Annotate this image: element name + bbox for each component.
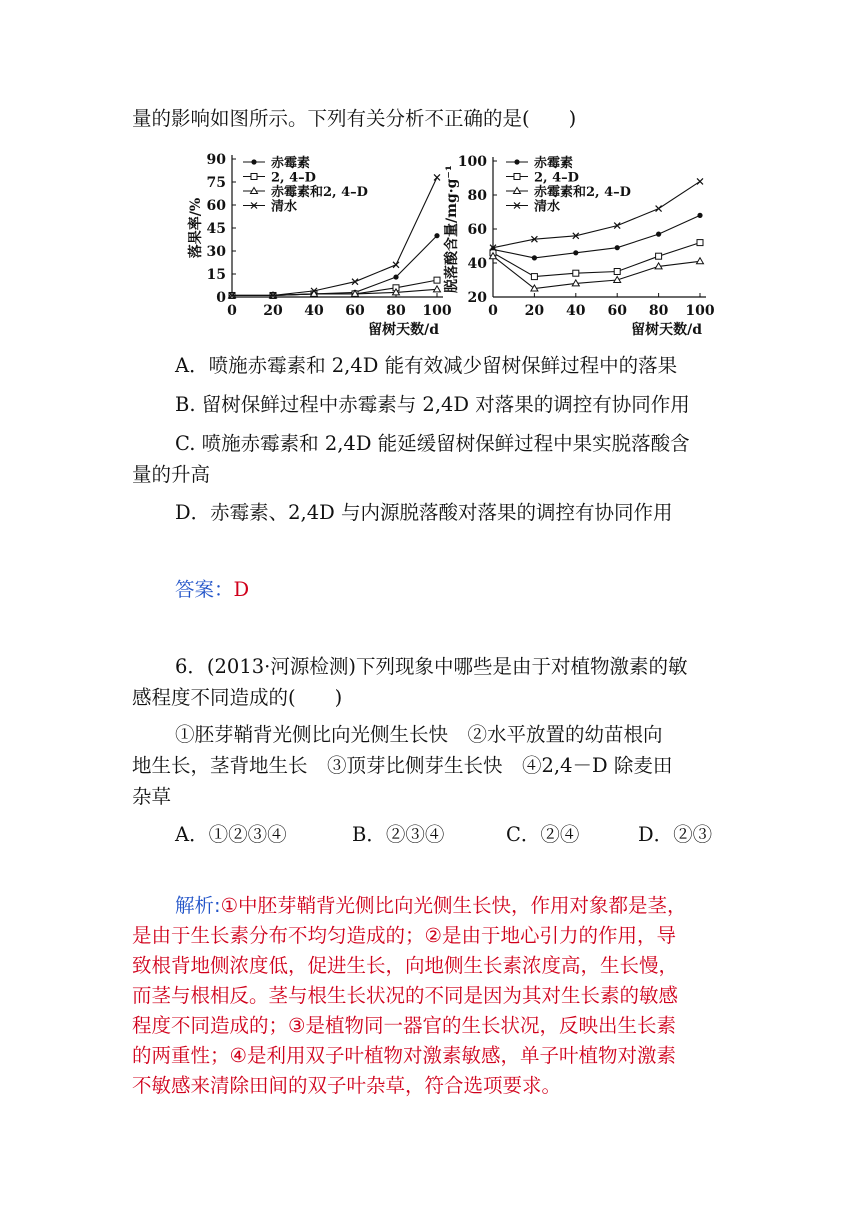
x-tick-label: 100 xyxy=(422,303,452,319)
x-tick-label: 40 xyxy=(566,303,586,319)
data-point xyxy=(434,233,439,238)
y-tick-label: 30 xyxy=(206,244,226,260)
y-tick-label: 45 xyxy=(206,221,226,237)
chart-fruit-drop-rate xyxy=(187,152,452,338)
q6-option-b: B．②③④ xyxy=(352,823,445,846)
explanation-line5: 程度不同造成的；③是植物同一器官的生长状况，反映出生长素 xyxy=(132,1014,676,1037)
legend-label: 赤霉素和2, 4–D xyxy=(534,185,631,200)
option-c-line1: C. 喷施赤霉素和 2,4D 能延缓留树保鲜过程中果实脱落酸含 xyxy=(175,432,690,455)
data-point xyxy=(434,277,440,283)
data-point xyxy=(697,213,702,218)
legend-label: 清水 xyxy=(271,199,298,215)
y-tick-label: 80 xyxy=(467,188,487,204)
x-tick-label: 80 xyxy=(386,303,406,319)
series-line xyxy=(493,215,700,258)
y-tick-label: 90 xyxy=(206,152,226,168)
data-point xyxy=(615,245,620,250)
y-tick-label: 60 xyxy=(206,198,226,214)
x-tick-label: 40 xyxy=(304,303,324,319)
x-tick-label: 0 xyxy=(488,303,498,319)
x-tick-label: 0 xyxy=(227,303,237,319)
x-tick-label: 60 xyxy=(607,303,627,319)
y-tick-label: 20 xyxy=(467,290,487,306)
q6-stem-line2: 感程度不同造成的( ) xyxy=(132,686,343,709)
answer xyxy=(175,577,249,603)
data-point xyxy=(434,286,441,292)
data-point xyxy=(434,174,440,180)
data-point xyxy=(573,250,578,255)
option-c-line2: 量的升高 xyxy=(132,463,211,486)
option-a: A．喷施赤霉素和 2,4D 能有效减少留树保鲜过程中的落果 xyxy=(175,354,678,377)
q6-statement-line3: 杂草 xyxy=(132,785,172,808)
x-tick-label: 60 xyxy=(345,303,365,319)
legend-label: 清水 xyxy=(534,199,561,215)
y-tick-label: 60 xyxy=(467,222,487,238)
data-point xyxy=(614,269,620,275)
data-point xyxy=(393,274,398,279)
q6-option-d: D．②③ xyxy=(638,823,713,846)
y-axis-label: 落果率/% xyxy=(188,197,204,259)
data-point xyxy=(656,206,662,212)
y-tick-label: 75 xyxy=(206,175,226,191)
explanation-line3: 致根背地侧浓度低，促进生长，向地侧生长素浓度高，生长慢， xyxy=(132,954,679,977)
q6-option-a: A．①②③④ xyxy=(175,823,287,846)
data-point xyxy=(656,253,662,259)
data-point xyxy=(532,255,537,260)
x-axis-label: 留树天数/d xyxy=(368,322,439,338)
explanation-line6: 的两重性；④是利用双子叶植物对激素敏感，单子叶植物对激素 xyxy=(132,1044,676,1067)
explanation-line4: 而茎与根相反。茎与根生长状况的不同是因为其对生长素的敏感 xyxy=(132,984,679,1007)
legend-label: 赤霉素和2, 4–D xyxy=(271,185,368,200)
x-axis-label: 留树天数/d xyxy=(631,322,702,338)
q6-stem-line1: 6．(2013·河源检测)下列现象中哪些是由于对植物激素的敏 xyxy=(175,655,688,678)
x-tick-label: 20 xyxy=(263,303,283,319)
data-point xyxy=(393,262,399,268)
x-tick-label: 100 xyxy=(685,303,715,319)
x-tick-label: 80 xyxy=(648,303,669,319)
explanation-label: 解析: xyxy=(175,894,221,917)
q6-statement-line1: ①胚芽鞘背光侧比向光侧生长快 ②水平放置的幼苗根向 xyxy=(175,723,663,746)
y-tick-label: 40 xyxy=(467,256,487,272)
explanation-line7: 不敏感来清除田间的双子叶杂草，符合选项要求。 xyxy=(132,1074,562,1097)
explanation-line1 xyxy=(132,891,732,921)
option-d: D．赤霉素、2,4D 与内源脱落酸对落果的调控有协同作用 xyxy=(175,501,673,524)
legend-label: 2, 4–D xyxy=(271,170,316,186)
data-point xyxy=(251,174,257,180)
data-point xyxy=(697,258,704,264)
data-point xyxy=(697,240,703,246)
data-point xyxy=(531,274,537,280)
q6-statement-line2: 地生长，茎背地生长 ③顶芽比侧芽生长快 ④2,4－D 除麦田 xyxy=(132,754,673,777)
q6-option-c: C．②④ xyxy=(506,823,580,846)
explanation-line2: 是由于生长素分布不均匀造成的；②是由于地心引力的作用，导 xyxy=(132,924,676,947)
y-tick-label: 15 xyxy=(206,267,226,283)
answer-value: D xyxy=(233,578,250,601)
legend-label: 赤霉素 xyxy=(271,156,311,171)
data-point xyxy=(573,270,579,276)
explanation xyxy=(132,891,732,1101)
option-b: B. 留树保鲜过程中赤霉素与 2,4D 对落果的调控有协同作用 xyxy=(175,393,690,416)
data-point xyxy=(656,232,661,237)
y-axis-label: 脱落酸含量/mg·g⁻¹ xyxy=(444,165,460,293)
x-tick-label: 20 xyxy=(524,303,545,319)
data-point xyxy=(514,159,519,164)
figure xyxy=(0,145,860,355)
chart-abscisic-acid-content xyxy=(443,154,715,338)
series-line xyxy=(232,289,437,295)
answer-label: 答案： xyxy=(175,578,234,601)
explanation-text-1: ①中胚芽鞘背光侧比向光侧生长快，作用对象都是茎， xyxy=(220,894,687,917)
data-point xyxy=(514,174,520,180)
question-intro: 量的影响如图所示。下列有关分析不正确的是( ) xyxy=(132,107,577,130)
data-point xyxy=(251,159,256,164)
data-point xyxy=(697,178,703,184)
legend-label: 赤霉素 xyxy=(534,156,574,171)
legend-label: 2, 4–D xyxy=(534,170,579,186)
series-line xyxy=(493,243,700,277)
y-tick-label: 0 xyxy=(216,290,226,306)
y-tick-label: 100 xyxy=(457,154,487,170)
